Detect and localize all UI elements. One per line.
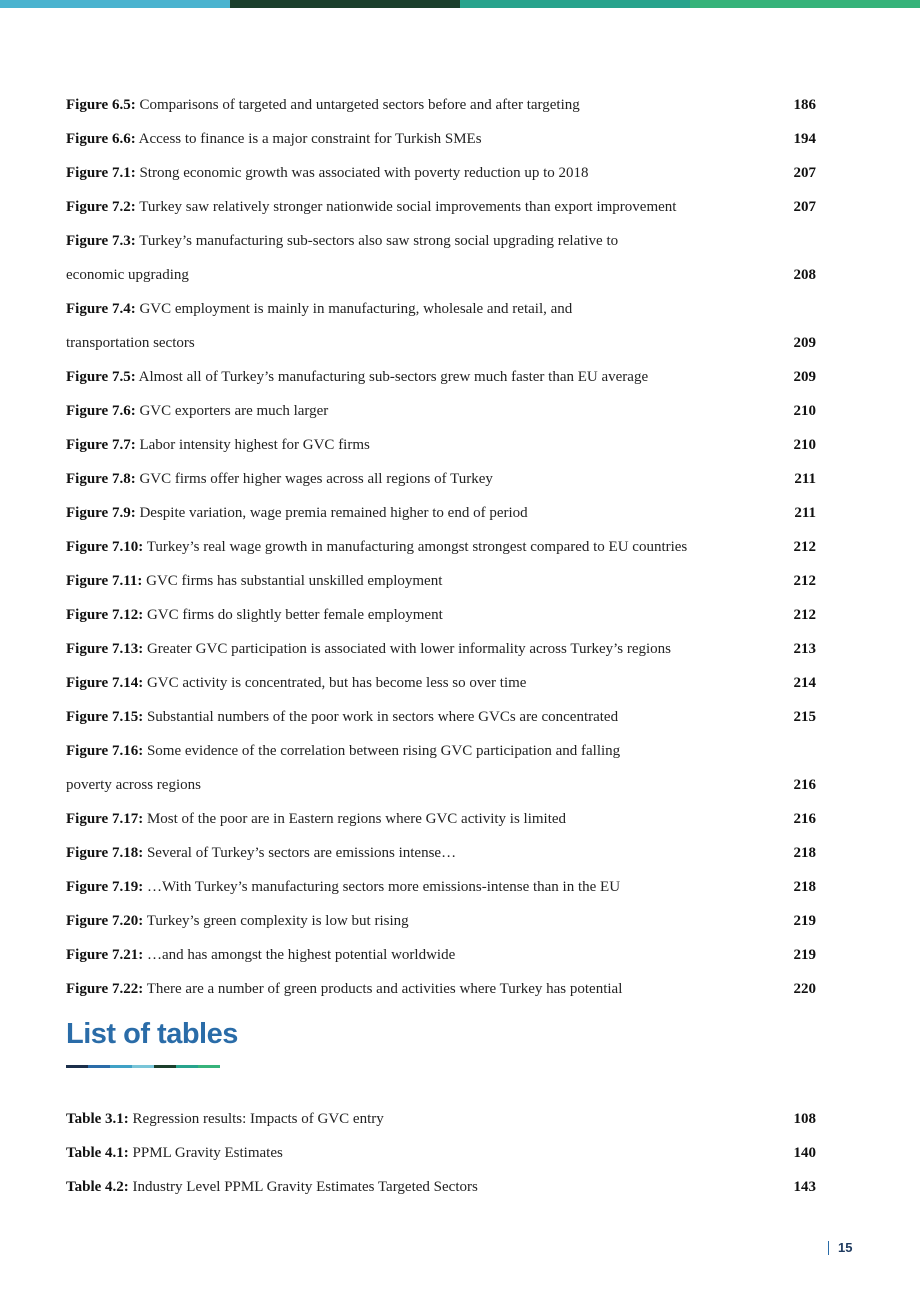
figure-entry-label: Figure 6.6: bbox=[66, 131, 136, 147]
figure-entry-title: Labor intensity highest for GVC firms bbox=[139, 437, 370, 453]
figure-entry-text bbox=[66, 224, 766, 258]
heading-underline bbox=[66, 1065, 220, 1068]
figure-entry-title-continued: economic upgrading bbox=[66, 267, 189, 283]
figure-entry[interactable] bbox=[66, 462, 816, 496]
figure-entry-title: Comparisons of targeted and untargeted sectors before and after targeting bbox=[139, 97, 580, 113]
figure-entry-page: 215 bbox=[793, 709, 816, 725]
table-entry[interactable] bbox=[66, 1102, 816, 1136]
page-number: 15 bbox=[838, 1240, 853, 1255]
underline-segment bbox=[88, 1065, 110, 1068]
figure-entry[interactable] bbox=[66, 904, 816, 938]
figure-entry-label: Figure 6.5: bbox=[66, 97, 136, 113]
figure-entry-page: 186 bbox=[793, 97, 816, 113]
underline-segment bbox=[154, 1065, 176, 1068]
table-entry-title: Regression results: Impacts of GVC entry bbox=[132, 1111, 384, 1127]
table-entry[interactable] bbox=[66, 1136, 816, 1170]
figure-entry-title: GVC exporters are much larger bbox=[139, 403, 329, 419]
figure-entry-label: Figure 7.13: bbox=[66, 641, 144, 657]
figure-entry-text bbox=[66, 564, 766, 598]
figure-entry-text bbox=[66, 88, 766, 122]
figure-entry[interactable] bbox=[66, 156, 816, 190]
figure-entry-text bbox=[66, 836, 766, 870]
table-entry-text bbox=[66, 1170, 766, 1204]
figure-entry-page: 219 bbox=[793, 913, 816, 929]
figure-entry-text bbox=[66, 802, 766, 836]
figure-entry-text bbox=[66, 428, 766, 462]
figure-entry[interactable] bbox=[66, 734, 816, 768]
figure-entry[interactable] bbox=[66, 666, 816, 700]
figure-entry-text bbox=[66, 972, 766, 1006]
figure-entry-page: 194 bbox=[793, 131, 816, 147]
top-bar-segment bbox=[0, 0, 230, 8]
underline-segment bbox=[176, 1065, 198, 1068]
list-of-tables bbox=[66, 1102, 816, 1204]
figure-entry-title: Turkey’s real wage growth in manufacturing amongst strongest compared to EU countries bbox=[146, 539, 688, 555]
figure-entry-text bbox=[66, 598, 766, 632]
figure-entry-label: Figure 7.4: bbox=[66, 301, 136, 317]
figure-entry-text bbox=[66, 122, 766, 156]
figure-entry[interactable] bbox=[66, 700, 816, 734]
figure-entry-title: Some evidence of the correlation between rising GVC participation and falling bbox=[146, 743, 621, 759]
figure-entry[interactable] bbox=[66, 972, 816, 1006]
figure-entry-label: Figure 7.10: bbox=[66, 539, 144, 555]
figure-entry-title: GVC firms do slightly better female employment bbox=[146, 607, 443, 623]
table-entry[interactable] bbox=[66, 1170, 816, 1204]
list-of-tables-heading: List of tables bbox=[66, 1018, 238, 1050]
figure-entry[interactable] bbox=[66, 530, 816, 564]
figure-entry-text bbox=[66, 496, 766, 530]
table-entry-page: 140 bbox=[793, 1145, 816, 1161]
figure-entry-label: Figure 7.9: bbox=[66, 505, 136, 521]
figure-entry-title: …and has amongst the highest potential worldwide bbox=[146, 947, 456, 963]
figure-entry-title: GVC firms has substantial unskilled employment bbox=[146, 573, 443, 589]
table-entry-label: Table 3.1: bbox=[66, 1111, 129, 1127]
figure-entry-page: 212 bbox=[793, 573, 816, 589]
underline-segment bbox=[66, 1065, 88, 1068]
figure-entry-text bbox=[66, 530, 766, 564]
figure-entry[interactable] bbox=[66, 598, 816, 632]
figure-entry-title: Access to finance is a major constraint for Turkish SMEs bbox=[138, 131, 482, 147]
figure-entry-page: 218 bbox=[793, 845, 816, 861]
figure-entry[interactable] bbox=[66, 292, 816, 326]
table-entry-label: Table 4.2: bbox=[66, 1179, 129, 1195]
figure-entry-title: Most of the poor are in Eastern regions where GVC activity is limited bbox=[146, 811, 567, 827]
figure-entry-label: Figure 7.22: bbox=[66, 981, 144, 997]
table-entry-page: 108 bbox=[793, 1111, 816, 1127]
figure-entry-text bbox=[66, 394, 766, 428]
table-entry-title: Industry Level PPML Gravity Estimates Targeted Sectors bbox=[132, 1179, 478, 1195]
figure-entry-title: Greater GVC participation is associated with lower informality across Turkey’s regions bbox=[146, 641, 672, 657]
figure-entry[interactable] bbox=[66, 938, 816, 972]
figure-entry-label: Figure 7.6: bbox=[66, 403, 136, 419]
figure-entry-page: 207 bbox=[793, 165, 816, 181]
figure-entry[interactable] bbox=[66, 190, 816, 224]
figure-entry-page: 212 bbox=[793, 539, 816, 555]
figure-entry-label: Figure 7.12: bbox=[66, 607, 144, 623]
figure-entry-label: Figure 7.5: bbox=[66, 369, 136, 385]
figure-entry-page: 220 bbox=[793, 981, 816, 997]
figure-entry-label: Figure 7.17: bbox=[66, 811, 144, 827]
figure-entry-text bbox=[66, 462, 766, 496]
figure-entry-title: Almost all of Turkey’s manufacturing sub-sectors grew much faster than EU average bbox=[138, 369, 649, 385]
figure-entry-title: …With Turkey’s manufacturing sectors more emissions-intense than in the EU bbox=[146, 879, 621, 895]
page-footer bbox=[828, 1240, 852, 1255]
figure-entry-page: 214 bbox=[793, 675, 816, 691]
figure-entry-label: Figure 7.18: bbox=[66, 845, 144, 861]
figure-entry-text bbox=[66, 904, 766, 938]
figure-entry-label: Figure 7.8: bbox=[66, 471, 136, 487]
figure-entry-text bbox=[66, 360, 766, 394]
figure-entry-label: Figure 7.11: bbox=[66, 573, 143, 589]
figure-entry-title: GVC firms offer higher wages across all regions of Turkey bbox=[139, 471, 493, 487]
figure-entry-page: 210 bbox=[793, 437, 816, 453]
figure-entry-title-continued: poverty across regions bbox=[66, 777, 201, 793]
figure-entry-text bbox=[66, 632, 766, 666]
figure-entry-title: Strong economic growth was associated with poverty reduction up to 2018 bbox=[139, 165, 589, 181]
figure-entry-page: 218 bbox=[793, 879, 816, 895]
figure-entry-label: Figure 7.14: bbox=[66, 675, 144, 691]
top-bar-segment bbox=[230, 0, 460, 8]
table-entry-title: PPML Gravity Estimates bbox=[132, 1145, 283, 1161]
figure-entry-page: 219 bbox=[793, 947, 816, 963]
figure-entry-text bbox=[66, 156, 766, 190]
figure-entry-title: There are a number of green products and activities where Turkey has potential bbox=[146, 981, 623, 997]
figure-entry-text bbox=[66, 870, 766, 904]
figure-entry-text bbox=[66, 190, 766, 224]
list-of-figures bbox=[66, 88, 816, 1006]
figure-entry-label: Figure 7.3: bbox=[66, 233, 136, 249]
figure-entry[interactable] bbox=[66, 428, 816, 462]
figure-entry-page: 207 bbox=[793, 199, 816, 215]
figure-entry-title: Substantial numbers of the poor work in sectors where GVCs are concentrated bbox=[146, 709, 619, 725]
figure-entry-title: Turkey’s green complexity is low but rising bbox=[146, 913, 409, 929]
figure-entry-label: Figure 7.7: bbox=[66, 437, 136, 453]
figure-entry-text bbox=[66, 938, 766, 972]
figure-entry[interactable] bbox=[66, 496, 816, 530]
figure-entry-page: 210 bbox=[793, 403, 816, 419]
figure-entry-label: Figure 7.20: bbox=[66, 913, 144, 929]
figure-entry-label: Figure 7.1: bbox=[66, 165, 136, 181]
top-color-bar bbox=[0, 0, 920, 8]
figure-entry-page: 209 bbox=[793, 369, 816, 385]
underline-segment bbox=[110, 1065, 132, 1068]
figure-entry[interactable] bbox=[66, 802, 816, 836]
figure-entry-title: GVC activity is concentrated, but has become less so over time bbox=[146, 675, 527, 691]
top-bar-segment bbox=[690, 0, 920, 8]
table-entry-text bbox=[66, 1102, 766, 1136]
figure-entry[interactable] bbox=[66, 564, 816, 598]
figure-entry-title: Turkey saw relatively stronger nationwide social improvements than export improvement bbox=[139, 199, 677, 215]
figure-entry[interactable] bbox=[66, 224, 816, 258]
figure-entry-label: Figure 7.15: bbox=[66, 709, 144, 725]
figure-entry[interactable] bbox=[66, 394, 816, 428]
figure-entry-text bbox=[66, 666, 766, 700]
figure-entry-continuation[interactable] bbox=[66, 326, 816, 360]
figure-entry-continuation[interactable] bbox=[66, 258, 816, 292]
figure-entry-text bbox=[66, 292, 766, 326]
figure-entry-label: Figure 7.21: bbox=[66, 947, 144, 963]
figure-entry-continuation[interactable] bbox=[66, 768, 816, 802]
top-bar-segment bbox=[460, 0, 690, 8]
figure-entry[interactable] bbox=[66, 122, 816, 156]
figure-entry-text bbox=[66, 734, 766, 768]
figure-entry-label: Figure 7.16: bbox=[66, 743, 144, 759]
figure-entry-title: Turkey’s manufacturing sub-sectors also saw strong social upgrading relative to bbox=[139, 233, 619, 249]
figure-entry-page: 208 bbox=[793, 267, 816, 283]
table-entry-page: 143 bbox=[793, 1179, 816, 1195]
figure-entry-text bbox=[66, 700, 766, 734]
figure-entry[interactable] bbox=[66, 870, 816, 904]
figure-entry[interactable] bbox=[66, 360, 816, 394]
figure-entry-label: Figure 7.2: bbox=[66, 199, 136, 215]
figure-entry[interactable] bbox=[66, 632, 816, 666]
figure-entry-title: Several of Turkey’s sectors are emissions intense… bbox=[146, 845, 457, 861]
table-entry-label: Table 4.1: bbox=[66, 1145, 129, 1161]
figure-entry-page: 216 bbox=[793, 777, 816, 793]
underline-segment bbox=[198, 1065, 220, 1068]
figure-entry-page: 213 bbox=[793, 641, 816, 657]
figure-entry[interactable] bbox=[66, 88, 816, 122]
figure-entry-page: 212 bbox=[793, 607, 816, 623]
figure-entry-page: 216 bbox=[793, 811, 816, 827]
figure-entry-label: Figure 7.19: bbox=[66, 879, 144, 895]
figure-entry[interactable] bbox=[66, 836, 816, 870]
underline-segment bbox=[132, 1065, 154, 1068]
figure-entry-page: 211 bbox=[794, 505, 816, 521]
footer-separator bbox=[828, 1241, 829, 1255]
figure-entry-title: Despite variation, wage premia remained higher to end of period bbox=[139, 505, 528, 521]
table-entry-text bbox=[66, 1136, 766, 1170]
figure-entry-page: 211 bbox=[794, 471, 816, 487]
figure-entry-page: 209 bbox=[793, 335, 816, 351]
figure-entry-title: GVC employment is mainly in manufacturing, wholesale and retail, and bbox=[139, 301, 573, 317]
figure-entry-title-continued: transportation sectors bbox=[66, 335, 195, 351]
